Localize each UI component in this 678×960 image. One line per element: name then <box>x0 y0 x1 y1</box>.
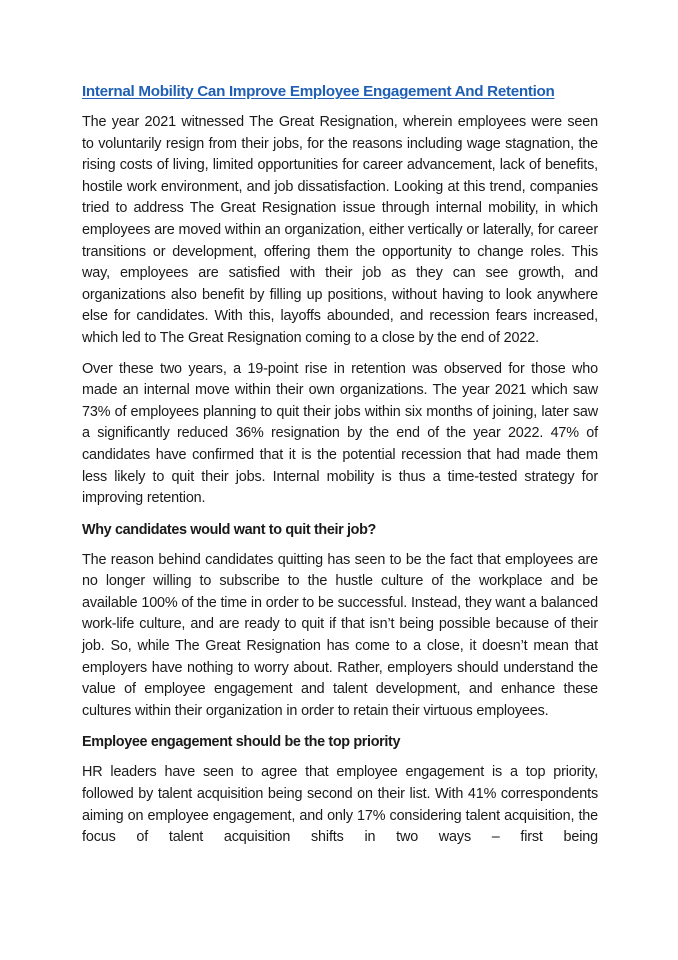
section-heading-why-quit: Why candidates would want to quit their job? <box>82 521 376 538</box>
section-heading-engagement-priority: Employee engagement should be the top priority <box>82 734 401 751</box>
intro-paragraph-1: The year 2021 witnessed The Great Resignation, wherein employees were seen to voluntarily resign from their jobs, for the reasons including wage stagnation, the rising costs of living, limited opportunities for career advancement, lack of benefits, hostile work environment, and job dissatisfaction. Looking at this trend, companies tried to address The Great Resignation issue through internal mobility, in which employees are moved within an organization, either vertically or laterally, for career transitions or development, offering them the opportunity to change roles. This way, employees are satisfied with their job as they can see growth, and organizations also benefit by filling up positions, without having to look anywhere else for candidates. With this, layoffs abounded, and recession fears increased, which led to The Great Resignation coming to a close by the end of 2022. <box>82 114 598 346</box>
why-quit-paragraph: The reason behind candidates quitting has seen to be the fact that employees are no longer willing to subscribe to the hustle culture of the workplace and be available 100% of the time in order to be successful. Instead, they want a balanced work-life culture, and are ready to quit if that isn’t being possible because of their job. So, while The Great Resignation has come to a close, it doesn’t mean that employers have nothing to worry about. Rather, employers should understand the value of employee engagement and talent development, and enhance these cultures within their organization in order to retain their virtuous employees. <box>82 551 598 719</box>
engagement-priority-paragraph: HR leaders have seen to agree that employee engagement is a top priority, followed by talent acquisition being second on their list. With 41% correspondents aiming on employee engagement, and only 17% considering talent acquisition, the focus of talent acquisition shifts in two ways – first being <box>82 764 598 846</box>
document-page <box>82 80 598 858</box>
document-title[interactable]: Internal Mobility Can Improve Employee Engagement And Retention <box>82 83 555 100</box>
intro-paragraph-2: Over these two years, a 19-point rise in retention was observed for those who made an internal move within their own organizations. The year 2021 which saw 73% of employees planning to quit their jobs within six months of joining, later saw a significantly reduced 36% resignation by the end of the year 2022. 47% of candidates have confirmed that it is the potential recession that had made them less likely to quit their jobs. Internal mobility is thus a time-tested strategy for improving retention. <box>82 360 598 507</box>
